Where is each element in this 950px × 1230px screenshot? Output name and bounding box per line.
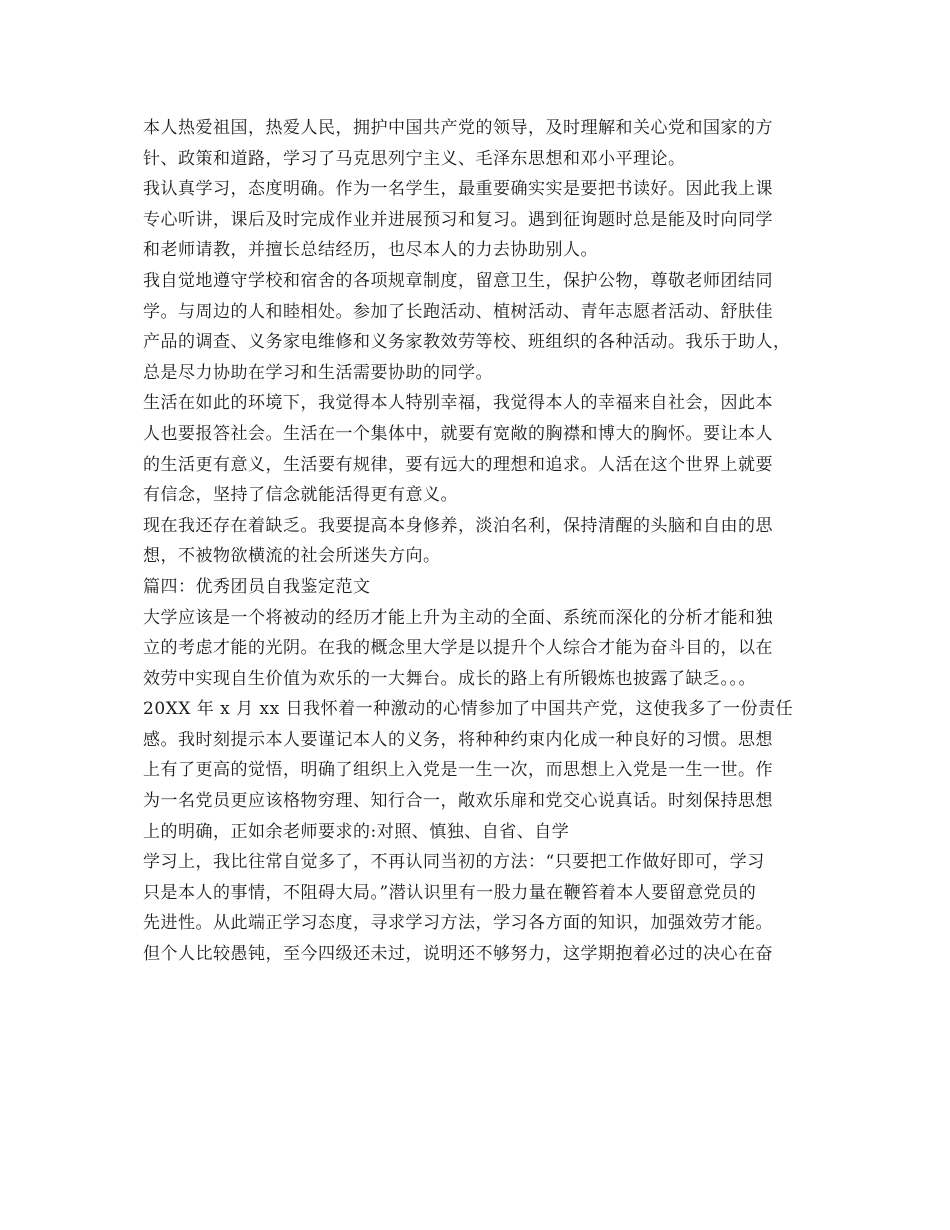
text-line: 先进性。从此端正学习态度，寻求学习方法，学习各方面的知识，加强效劳才能。 — [143, 913, 773, 934]
document-body — [143, 113, 823, 970]
text-line: 现在我还存在着缺乏。我要提高本身修养，淡泊名利，保持清醒的头脑和自由的思 — [143, 515, 773, 536]
text-line: 效劳中实现自生价值为欢乐的一大舞台。成长的路上有所锻炼也披露了缺乏。。。 — [143, 668, 756, 689]
text-line: 立的考虑才能的光阴。在我的概念里大学是以提升个人综合才能为奋斗目的，以在 — [143, 638, 773, 659]
text-line: 本人热爱祖国，热爱人民，拥护中国共产党的领导，及时理解和关心党和国家的方 — [143, 118, 773, 138]
text-line: 专心听讲，课后及时完成作业并进展预习和复习。遇到征询题时总是能及时向同学 — [143, 209, 773, 230]
text-line: 和老师请教，并擅长总结经历，也尽本人的力去协助别人。 — [143, 240, 598, 261]
text-line: 学。与周边的人和睦相处。参加了长跑活动、植树活动、青年志愿者活动、舒肤佳 — [143, 301, 773, 322]
text-line: 篇四：优秀团员自我鉴定范文 — [143, 576, 371, 597]
text-line: 我自觉地遵守学校和宿舍的各项规章制度，留意卫生，保护公物，尊敬老师团结同 — [143, 270, 773, 291]
text-line: 产品的调查、义务家电维修和义务家教效劳等校、班组织的各种活动。我乐于助人， — [143, 332, 791, 353]
text-line: 想，不被物欲横流的社会所迷失方向。 — [143, 546, 441, 567]
text-line: 生活在如此的环境下，我觉得本人特别幸福，我觉得本人的幸福来自社会，因此本 — [143, 393, 773, 414]
text-line: 为一名党员更应该格物穷理、知行合一，敞欢乐扉和党交心说真话。时刻保持思想 — [143, 791, 773, 812]
text-line: 20XX 年 x 月 xx 日我怀着一种激动的心情参加了中国共产党，这使我多了一份责任 — [143, 699, 794, 720]
text-line: 总是尽力协助在学习和生活需要协助的同学。 — [143, 362, 493, 383]
text-line: 有信念，坚持了信念就能活得更有意义。 — [143, 485, 458, 506]
text-line: 的生活更有意义，生活要有规律，要有远大的理想和追求。人活在这个世界上就要 — [143, 454, 773, 475]
text-line: 大学应该是一个将被动的经历才能上升为主动的全面、系统而深化的分析才能和独 — [143, 607, 773, 628]
text-line: 人也要报答社会。生活在一个集体中，就要有宽敞的胸襟和博大的胸怀。要让本人 — [143, 423, 773, 444]
text-line: 感。我时刻提示本人要谨记本人的义务，将种种约束内化成一种良好的习惯。思想 — [143, 729, 773, 750]
text-line: 我认真学习，态度明确。作为一名学生，最重要确实实是要把书读好。因此我上课 — [143, 179, 773, 200]
text-line: 上有了更高的觉悟，明确了组织上入党是一生一次，而思想上入党是一生一世。作 — [143, 760, 773, 781]
text-line: 上的明确，正如余老师要求的:对照、慎独、自省、自学 — [143, 821, 570, 842]
text-line: 针、政策和道路，学习了马克思列宁主义、毛泽东思想和邓小平理论。 — [143, 148, 686, 169]
text-line: 但个人比较愚钝，至今四级还未过，说明还不够努力，这学期抱着必过的决心在奋 — [143, 944, 773, 965]
text-line: 学习上，我比往常自觉多了，不再认同当初的方法：“只要把工作做好即可，学习 — [143, 852, 765, 873]
text-line: 只是本人的事情，不阻碍大局。”潜认识里有一股力量在鞭笞着本人要留意党员的 — [143, 882, 757, 903]
